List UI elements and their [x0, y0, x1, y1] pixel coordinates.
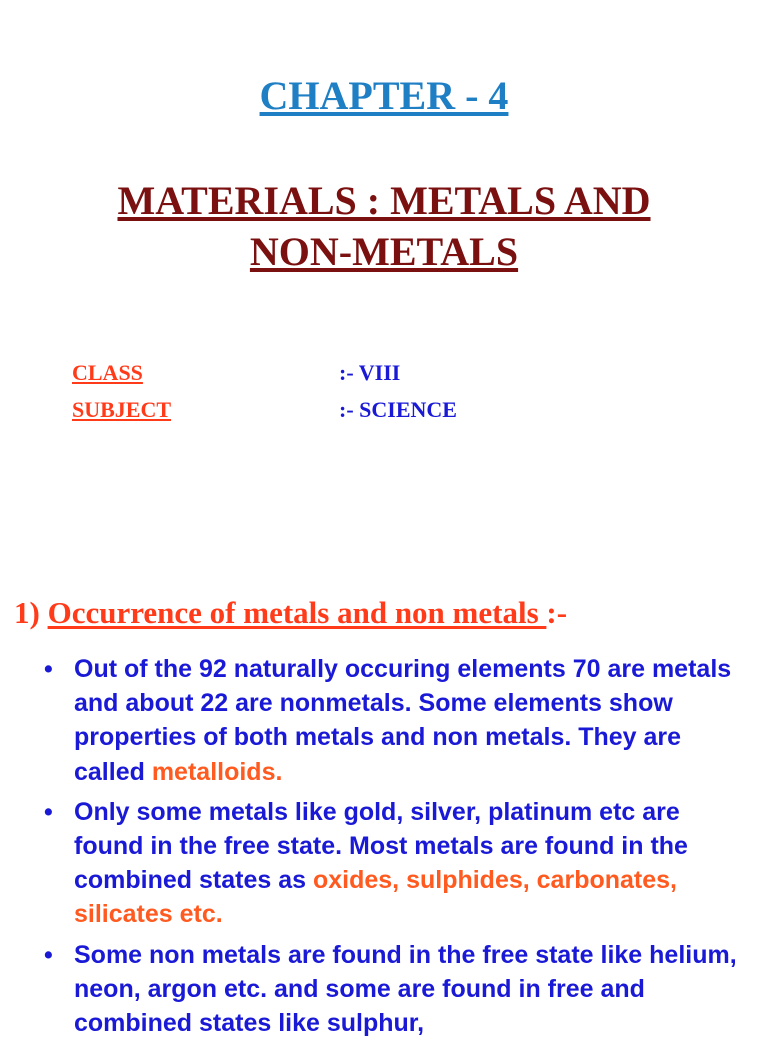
bullet-dot-icon: •	[44, 797, 53, 826]
section-number: 1)	[14, 595, 48, 630]
bullet-dot-icon: •	[44, 655, 53, 683]
bullet-dot-icon: •	[44, 940, 53, 969]
bullet-text: Only some metals like gold, silver, platinum etc are found in the free state. Most metals are found in the combined states as	[74, 797, 688, 895]
section-heading	[14, 595, 567, 631]
bullet-highlight: metalloids.	[151, 757, 283, 786]
class-value: :- VIII	[339, 360, 401, 385]
subject-label: SUBJECT	[72, 397, 172, 422]
list-item	[0, 652, 768, 789]
page-title	[0, 175, 768, 277]
class-label: CLASS	[72, 360, 143, 385]
list-item	[0, 795, 768, 932]
subject-value: :- SCIENCE	[339, 397, 457, 422]
section-heading-text: Occurrence of metals and non metals	[47, 595, 547, 630]
bullet-text: Out of the 92 naturally occuring elements 70 are metals and about 22 are nonmetals. Some elements show properties of both metals and non metals. They are called	[74, 655, 732, 786]
title-line-1: MATERIALS : METALS AND	[117, 178, 651, 223]
bullet-highlight: oxides, sulphides, carbonates, silicates etc.	[74, 866, 677, 929]
list-item	[0, 938, 768, 1041]
section-heading-suffix: :-	[546, 595, 568, 630]
bullet-list	[0, 652, 768, 1046]
title-line-2: NON-METALS	[249, 229, 519, 274]
bullet-text: Some non metals are found in the free state like helium, neon, argon etc. and some are found in free and combined states like sulphur,	[74, 940, 737, 1038]
chapter-heading: CHAPTER - 4	[259, 73, 509, 118]
